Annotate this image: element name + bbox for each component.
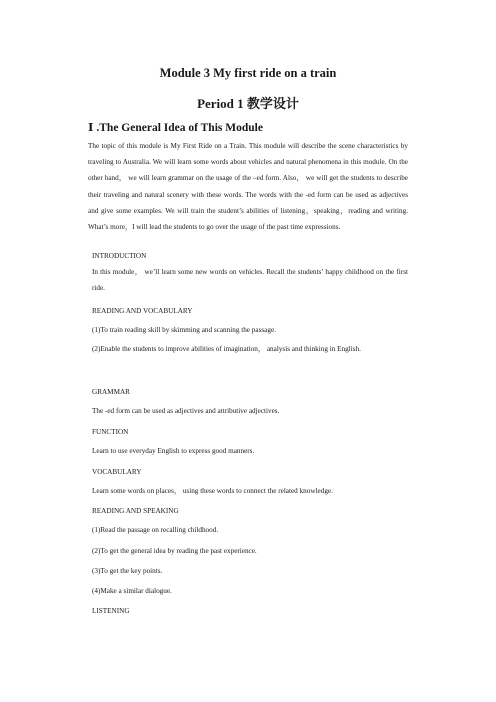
reading-vocab-item-1: (1)To train reading skill by skimming and scanning the passage.	[92, 326, 276, 334]
introduction-label: INTRODUCTION	[92, 252, 147, 260]
overview-paragraph: The topic of this module is My First Ride on a Train. This module will describe the scene characteristics by traveling to Australia. We will learn some words about vehicles and natural phenomena in this module. On the other hand， we will learn grammar on the usage of the –ed form. Also， we will get the students to describe their traveling and natural scenery with these words. The words with the -ed form can be used as adjectives and give some examples. We will train the student’s abilities of listening，speaking，reading and writing. What’s more，I will lead the students to go over the usage of the past time expressions.	[88, 142, 408, 232]
reading-vocab-label: READING AND VOCABULARY	[92, 307, 193, 315]
reading-speaking-item-2: (2)To get the general idea by reading the past experience.	[92, 547, 257, 555]
vocabulary-label: VOCABULARY	[92, 468, 142, 476]
grammar-text: The -ed form can be used as adjectives and attributive adjectives.	[92, 407, 280, 415]
introduction-text: In this module， we’ll learn some new words on vehicles. Recall the students’ happy childhood on the first ride.	[92, 268, 408, 292]
section-number: Ⅰ	[88, 122, 94, 134]
function-text: Learn to use everyday English to express good manners.	[92, 447, 255, 455]
reading-speaking-item-3: (3)To get the key points.	[92, 567, 163, 575]
section-heading-text: .The General Idea of This Module	[96, 122, 263, 134]
listening-label: LISTENING	[92, 607, 130, 615]
section-heading	[88, 120, 263, 134]
function-label: FUNCTION	[92, 428, 129, 436]
reading-speaking-label: READING AND SPEAKING	[92, 507, 179, 515]
reading-speaking-item-1: (1)Read the passage on recalling childhood.	[92, 526, 219, 534]
reading-speaking-item-4: (4)Make a similar dialogue.	[92, 587, 172, 595]
document-title: Module 3 My first ride on a train	[159, 66, 337, 80]
document-subtitle: Period 1 教学设计	[197, 96, 299, 111]
grammar-label: GRAMMAR	[92, 388, 130, 396]
reading-vocab-item-2: (2)Enable the students to improve abilities of imagination， analysis and thinking in English.	[92, 345, 361, 353]
vocabulary-text: Learn some words on places， using these words to connect the related knowledge.	[92, 487, 333, 495]
